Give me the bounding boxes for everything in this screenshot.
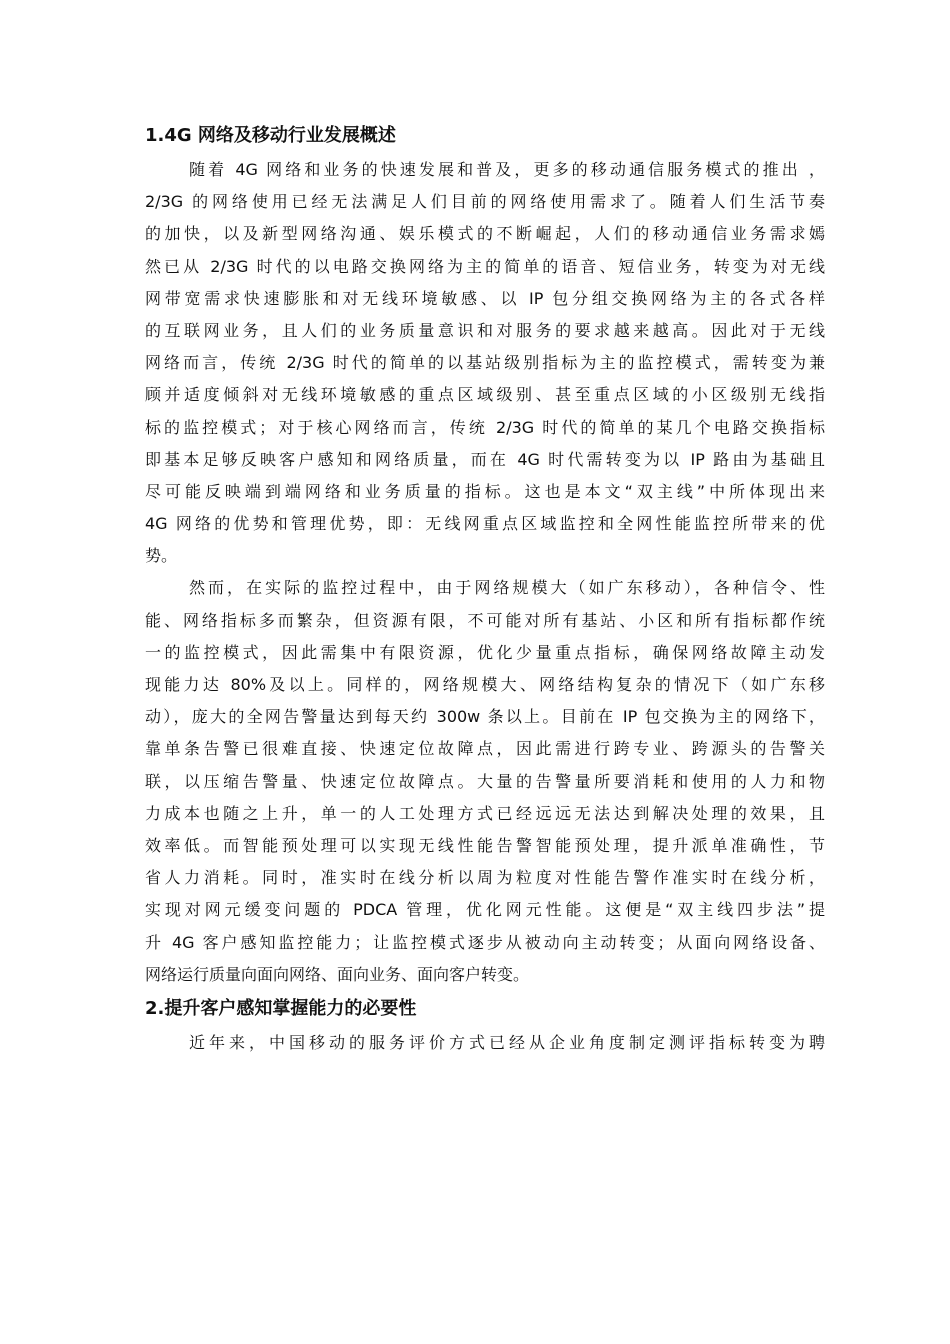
paragraph-line: 标的监控模式；对于核心网络而言，传统 2/3G 时代的简单的某几个电路交换指标 <box>145 417 825 437</box>
section-2-paragraph-1 <box>145 1027 825 1059</box>
paragraph-line: 随着 4G 网络和业务的快速发展和普及，更多的移动通信服务模式的推出 ， <box>189 160 825 179</box>
paragraph-line: 2/3G 的网络使用已经无法满足人们目前的网络使用需求了。随着人们生活节奏 <box>145 192 825 212</box>
paragraph-line: 的互联网业务，且人们的业务质量意识和对服务的要求越来越高。因此对于无线 <box>145 320 825 340</box>
paragraph-line: 能、网络指标多而繁杂，但资源有限，不可能对所有基站、小区和所有指标都作统 <box>145 610 825 630</box>
paragraph-line: 4G 网络的优势和管理优势，即：无线网重点区域监控和全网性能监控所带来的优 <box>145 514 825 534</box>
section-1-paragraph-1 <box>145 154 825 572</box>
paragraph-line: 力成本也随之上升，单一的人工处理方式已经远远无法达到解决处理的效果，且 <box>145 803 825 823</box>
paragraph-line: 然而，在实际的监控过程中，由于网络规模大（如广东移动），各种信令、性 <box>189 578 825 598</box>
paragraph-line: 动），庞大的全网告警量达到每天约 300w 条以上。目前在 IP 包交换为主的网络下， <box>145 707 825 727</box>
paragraph-line: 一的监控模式，因此需集中有限资源，优化少量重点指标，确保网络故障主动发 <box>145 642 825 662</box>
paragraph-line: 升 4G 客户感知监控能力；让监控模式逐步从被动向主动转变；从面向网络设备、 <box>145 932 825 952</box>
paragraph-line: 即基本足够反映客户感知和网络质量，而在 4G 时代需转变为以 IP 路由为基础且 <box>145 449 825 469</box>
section-1-paragraph-2 <box>145 572 825 990</box>
paragraph-line: 效率低。而智能预处理可以实现无线性能告警智能预处理，提升派单准确性，节 <box>145 835 825 855</box>
paragraph-line: 顾并适度倾斜对无线环境敏感的重点区域级别、甚至重点区域的小区级别无线指 <box>145 385 825 405</box>
paragraph-line: 的加快，以及新型网络沟通、娱乐模式的不断崛起，人们的移动通信业务需求嫣 <box>145 224 825 244</box>
paragraph-line: 实现对网元缓变问题的 PDCA 管理，优化网元性能。这便是“双主线四步法”提 <box>145 900 825 920</box>
paragraph-line: 联，以压缩告警量、快速定位故障点。大量的告警量所要消耗和使用的人力和物 <box>145 771 825 791</box>
paragraph-line: 网络运行质量向面向网络、面向业务、面向客户转变。 <box>145 964 530 984</box>
section-2-heading: 2.提升客户感知掌握能力的必要性 <box>145 997 417 1019</box>
paragraph-line: 网络而言，传统 2/3G 时代的简单的以基站级别指标为主的监控模式，需转变为兼 <box>145 353 825 373</box>
paragraph-line: 网带宽需求快速膨胀和对无线环境敏感、以 IP 包分组交换网络为主的各式各样 <box>145 288 825 308</box>
paragraph-line: 尽可能反映端到端网络和业务质量的指标。这也是本文“双主线”中所体现出来 <box>145 481 825 501</box>
paragraph-line: 省人力消耗。同时，准实时在线分析以周为粒度对性能告警作准实时在线分析， <box>145 868 825 888</box>
paragraph-line: 近年来，中国移动的服务评价方式已经从企业角度制定测评指标转变为聘 <box>189 1032 825 1052</box>
paragraph-line: 现能力达 80%及以上。同样的，网络规模大、网络结构复杂的情况下（如广东移 <box>145 675 825 694</box>
paragraph-line: 势。 <box>145 546 178 566</box>
document-page <box>145 118 825 1059</box>
paragraph-line: 靠单条告警已很难直接、快速定位故障点，因此需进行跨专业、跨源头的告警关 <box>145 739 825 759</box>
paragraph-line: 然已从 2/3G 时代的以电路交换网络为主的简单的语音、短信业务，转变为对无线 <box>145 256 825 276</box>
section-1-heading: 1.4G 网络及移动行业发展概述 <box>145 125 396 146</box>
